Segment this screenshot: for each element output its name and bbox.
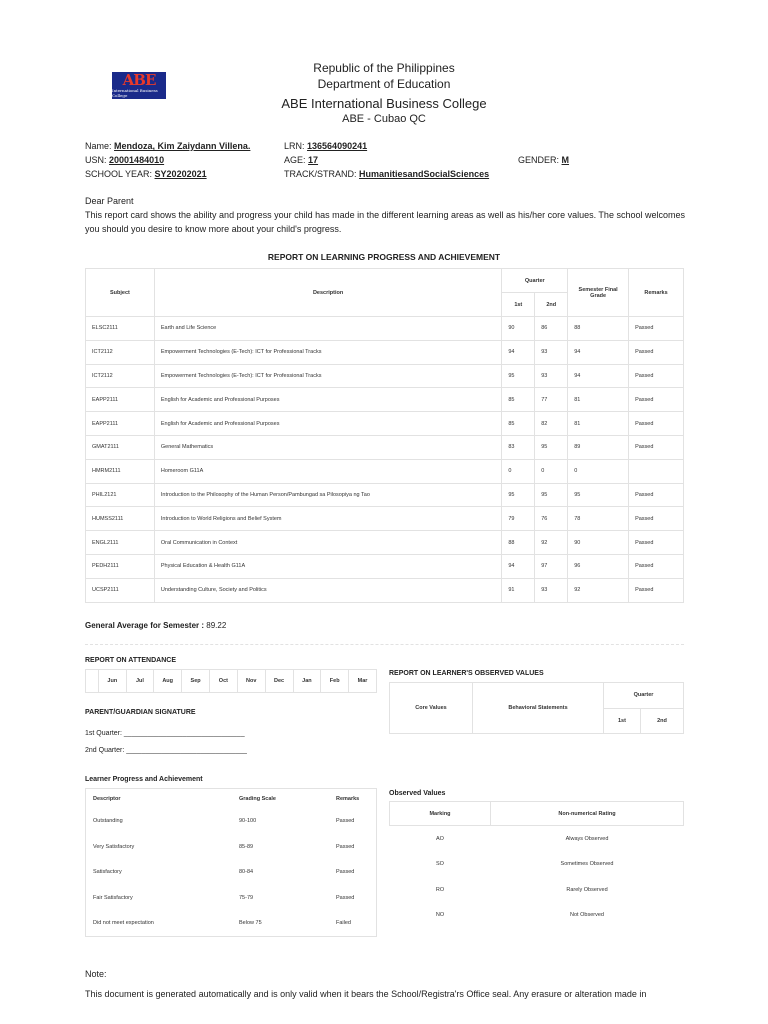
- legend-remarks-cell: Failed: [336, 920, 351, 927]
- descriptor-cell: Fair Satisfactory: [93, 895, 133, 902]
- grading-legend-table: [85, 788, 377, 937]
- student-name: Mendoza, Kim Zaiydann Villena.: [114, 141, 251, 151]
- legend-row: [86, 911, 377, 937]
- marking-cell: AO: [436, 835, 444, 842]
- q1-grade-cell: 95: [502, 364, 535, 388]
- final-grade-cell: 92: [568, 578, 629, 602]
- grading-scale-cell: 80-84: [239, 869, 254, 876]
- subject-cell: UCSP2111: [86, 578, 155, 602]
- col-final: Semester Final Grade: [568, 269, 629, 317]
- description-cell: Empowerment Technologies (E-Tech): ICT for Professional Tracks: [154, 364, 501, 388]
- legend-remarks-cell: Passed: [336, 869, 355, 876]
- descriptor-cell: Satisfactory: [93, 869, 122, 876]
- attendance-month: Oct: [210, 670, 238, 693]
- q1-grade-cell: 90: [502, 317, 535, 341]
- subject-cell: ELSC2111: [86, 317, 155, 341]
- final-grade-cell: 96: [568, 554, 629, 578]
- description-cell: Homeroom G11A: [154, 459, 501, 483]
- letter-greeting: Dear Parent: [85, 196, 134, 206]
- grading-scale-cell: 90-100: [239, 818, 257, 825]
- col-marking: Marking: [390, 802, 491, 826]
- remarks-cell: Passed: [629, 435, 684, 459]
- observed-values-table: [389, 682, 684, 734]
- attendance-month: Nov: [237, 670, 265, 693]
- description-cell: Earth and Life Science: [154, 317, 501, 341]
- final-grade-cell: 81: [568, 388, 629, 412]
- rating-cell: Sometimes Observed: [560, 861, 614, 868]
- legend-row: [86, 860, 377, 886]
- descriptor-cell: Did not meet expectation: [93, 920, 154, 927]
- final-grade-cell: 78: [568, 507, 629, 531]
- remarks-cell: Passed: [629, 531, 684, 555]
- col-description: Description: [154, 269, 501, 317]
- usn-value: 20001484010: [109, 155, 165, 165]
- final-grade-cell: 81: [568, 412, 629, 436]
- school-year-row: [85, 169, 207, 180]
- col-legend-remarks: Remarks: [336, 795, 360, 802]
- attendance-month: Sep: [182, 670, 210, 693]
- q1-grade-cell: 94: [502, 554, 535, 578]
- col-rating: Non-numerical Rating: [491, 802, 684, 826]
- description-cell: Introduction to World Religions and Belief System: [154, 507, 501, 531]
- final-grade-cell: 0: [568, 459, 629, 483]
- attendance-month: Mar: [349, 670, 377, 693]
- divider: [85, 644, 684, 645]
- q1-grade-cell: 85: [502, 412, 535, 436]
- table-row: [86, 364, 684, 388]
- q2-grade-cell: 0: [535, 459, 568, 483]
- remarks-cell: Passed: [629, 578, 684, 602]
- q2-grade-cell: 86: [535, 317, 568, 341]
- usn-label: USN:: [85, 155, 107, 165]
- q2-grade-cell: 76: [535, 507, 568, 531]
- attendance-month: Jun: [98, 670, 126, 693]
- col-observed-q2: 2nd: [640, 708, 683, 734]
- final-grade-cell: 88: [568, 317, 629, 341]
- campus-name: ABE - Cubao QC: [342, 113, 426, 125]
- observed-legend-table: [389, 801, 684, 928]
- q2-grade-cell: 95: [535, 435, 568, 459]
- remarks-cell: Passed: [629, 340, 684, 364]
- signature-q1[interactable]: 1st Quarter: _______________________________: [85, 730, 245, 737]
- q2-grade-cell: 77: [535, 388, 568, 412]
- remarks-cell: Passed: [629, 554, 684, 578]
- age-label: AGE:: [284, 155, 306, 165]
- remarks-cell: Passed: [629, 388, 684, 412]
- average-value: 89.22: [206, 621, 227, 630]
- school-year-value: SY20202021: [154, 169, 207, 179]
- q2-grade-cell: 95: [535, 483, 568, 507]
- observed-title: REPORT ON LEARNER'S OBSERVED VALUES: [389, 670, 544, 677]
- q2-grade-cell: 82: [535, 412, 568, 436]
- final-grade-cell: 94: [568, 364, 629, 388]
- description-cell: Oral Communication in Context: [154, 531, 501, 555]
- table-row: [86, 317, 684, 341]
- rating-cell: Not Observed: [570, 912, 604, 919]
- description-cell: Empowerment Technologies (E-Tech): ICT for Professional Tracks: [154, 340, 501, 364]
- description-cell: English for Academic and Professional Purposes: [154, 388, 501, 412]
- lrn-row: [284, 141, 367, 152]
- observed-legend-title: Observed Values: [389, 790, 446, 797]
- observed-legend-row: [390, 851, 684, 877]
- subject-cell: GMAT2111: [86, 435, 155, 459]
- legend-remarks-cell: Passed: [336, 843, 355, 850]
- remarks-cell: [629, 459, 684, 483]
- descriptor-cell: Very Satisfactory: [93, 843, 135, 850]
- legend-remarks-cell: Passed: [336, 818, 355, 825]
- table-row: [86, 435, 684, 459]
- average-label: General Average for Semester :: [85, 621, 205, 630]
- name-label: Name:: [85, 141, 112, 151]
- attendance-month: Jan: [293, 670, 321, 693]
- q1-grade-cell: 95: [502, 483, 535, 507]
- gender-label: GENDER:: [518, 155, 560, 165]
- description-cell: Physical Education & Health G11A: [154, 554, 501, 578]
- logo-text: ABE: [122, 71, 156, 89]
- col-grading-scale: Grading Scale: [239, 795, 276, 802]
- usn-row: [85, 155, 164, 166]
- age-value: 17: [308, 155, 319, 165]
- subject-cell: PHIL2121: [86, 483, 155, 507]
- school-name: ABE International Business College: [281, 96, 487, 111]
- remarks-cell: Passed: [629, 317, 684, 341]
- remarks-cell: Passed: [629, 412, 684, 436]
- subject-cell: ENGL2111: [86, 531, 155, 555]
- description-cell: Understanding Culture, Society and Politics: [154, 578, 501, 602]
- marking-cell: RO: [435, 886, 445, 893]
- final-grade-cell: 89: [568, 435, 629, 459]
- q1-grade-cell: 79: [502, 507, 535, 531]
- final-grade-cell: 95: [568, 483, 629, 507]
- lrn-label: LRN:: [284, 141, 305, 151]
- remarks-cell: Passed: [629, 507, 684, 531]
- subject-cell: EAPP2111: [86, 412, 155, 436]
- attendance-month: Feb: [321, 670, 349, 693]
- age-row: [284, 155, 318, 166]
- col-subject: Subject: [86, 269, 155, 317]
- logo-subtext: International Business College: [112, 88, 158, 98]
- grading-scale-cell: 75-79: [239, 895, 254, 902]
- grading-scale-cell: Below 75: [239, 920, 262, 927]
- track-label: TRACK/STRAND:: [284, 169, 357, 179]
- subject-cell: HUMSS2111: [86, 507, 155, 531]
- header-line2: Department of Education: [317, 77, 451, 91]
- note-label: Note:: [85, 969, 107, 979]
- table-row: [86, 340, 684, 364]
- q2-grade-cell: 93: [535, 578, 568, 602]
- observed-legend-row: [390, 903, 684, 929]
- legend-row: [86, 809, 377, 835]
- col-observed-quarter: Quarter: [604, 683, 684, 709]
- q1-grade-cell: 91: [502, 578, 535, 602]
- table-row: [86, 507, 684, 531]
- q1-grade-cell: 0: [502, 459, 535, 483]
- table-row: [86, 459, 684, 483]
- attendance-blank-cell: [86, 670, 99, 693]
- rating-cell: Rarely Observed: [566, 886, 608, 893]
- col-core-values: Core Values: [390, 683, 473, 734]
- letter-body: This report card shows the ability and progress your child has made in the different learning areas as well as his/her core values. The school welcomes you should you desire to know more about your child's progress.: [85, 210, 685, 234]
- gender-row: [518, 155, 569, 166]
- student-name-row: [85, 141, 250, 152]
- subject-cell: HMRM2111: [86, 459, 155, 483]
- general-average: [85, 620, 226, 631]
- q1-grade-cell: 83: [502, 435, 535, 459]
- table-row: [86, 388, 684, 412]
- description-cell: General Mathematics: [154, 435, 501, 459]
- table-row: [86, 554, 684, 578]
- remarks-cell: Passed: [629, 483, 684, 507]
- observed-legend-row: [390, 877, 684, 903]
- grading-scale-cell: 85-89: [239, 843, 254, 850]
- table-row: [86, 578, 684, 602]
- col-remarks: Remarks: [629, 269, 684, 317]
- attendance-table: [85, 669, 377, 693]
- subject-cell: PEDH2111: [86, 554, 155, 578]
- rating-cell: Always Observed: [565, 835, 609, 842]
- q1-grade-cell: 85: [502, 388, 535, 412]
- description-cell: English for Academic and Professional Purposes: [154, 412, 501, 436]
- table-row: [86, 483, 684, 507]
- q2-grade-cell: 92: [535, 531, 568, 555]
- col-quarter: Quarter: [502, 269, 568, 293]
- attendance-title: REPORT ON ATTENDANCE: [85, 657, 176, 664]
- signature-title: PARENT/GUARDIAN SIGNATURE: [85, 709, 196, 716]
- grades-table: [85, 268, 684, 603]
- col-behavioral: Behavioral Statements: [473, 683, 604, 734]
- table-row: [86, 412, 684, 436]
- attendance-month: Aug: [154, 670, 182, 693]
- attendance-month: Dec: [265, 670, 293, 693]
- col-q2: 2nd: [535, 293, 568, 317]
- legend-row: [86, 834, 377, 860]
- final-grade-cell: 94: [568, 340, 629, 364]
- subject-cell: ICT2112: [86, 340, 155, 364]
- signature-q2[interactable]: 2nd Quarter: _______________________________: [85, 747, 247, 754]
- legend-row: [86, 885, 377, 911]
- track-row: [284, 169, 489, 180]
- description-cell: Introduction to the Philosophy of the Human Person/Pambungad sa Pilosopiya ng Tao: [154, 483, 501, 507]
- subject-cell: EAPP2111: [86, 388, 155, 412]
- table-row: [86, 531, 684, 555]
- descriptor-cell: Outstanding: [93, 818, 123, 825]
- marking-cell: NO: [435, 912, 445, 919]
- col-observed-q1: 1st: [604, 708, 641, 734]
- legend-title: Learner Progress and Achievement: [85, 776, 203, 783]
- subject-cell: ICT2112: [86, 364, 155, 388]
- q2-grade-cell: 93: [535, 340, 568, 364]
- school-year-label: SCHOOL YEAR:: [85, 169, 153, 179]
- track-value: HumanitiesandSocialSciences: [359, 169, 490, 179]
- q1-grade-cell: 94: [502, 340, 535, 364]
- remarks-cell: Passed: [629, 364, 684, 388]
- marking-cell: SO: [436, 861, 444, 868]
- progress-title: REPORT ON LEARNING PROGRESS AND ACHIEVEMENT: [267, 252, 501, 262]
- header-line1: Republic of the Philippines: [313, 61, 455, 75]
- attendance-month: Jul: [126, 670, 154, 693]
- final-grade-cell: 90: [568, 531, 629, 555]
- q2-grade-cell: 97: [535, 554, 568, 578]
- q1-grade-cell: 88: [502, 531, 535, 555]
- lrn-value: 136564090241: [307, 141, 368, 151]
- q2-grade-cell: 93: [535, 364, 568, 388]
- col-q1: 1st: [502, 293, 535, 317]
- gender-value: M: [561, 155, 570, 165]
- col-descriptor: Descriptor: [93, 795, 121, 802]
- legend-remarks-cell: Passed: [336, 895, 355, 902]
- observed-legend-row: [390, 826, 684, 852]
- note-text: This document is generated automatically and is only valid when it bears the School/Registra'rs Office seal. Any erasure or alteration made in: [85, 989, 647, 999]
